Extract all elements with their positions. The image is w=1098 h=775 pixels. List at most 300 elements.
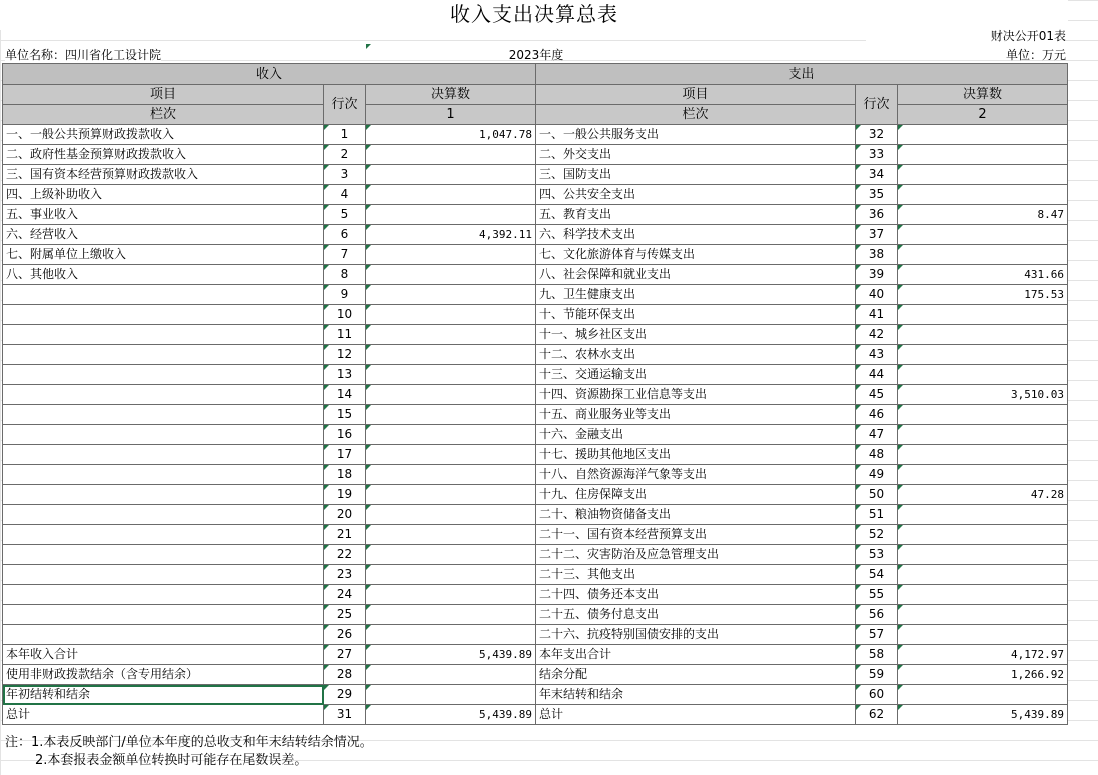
comment-marker <box>366 185 371 190</box>
expense-item-cell[interactable]: 十二、农林水支出 <box>536 345 856 365</box>
comment-marker <box>856 365 861 370</box>
income-item-cell[interactable] <box>3 445 324 465</box>
comment-marker <box>324 165 329 170</box>
expense-line-no-cell[interactable]: 46 <box>856 405 898 425</box>
comment-marker <box>898 545 903 550</box>
income-line-no-cell[interactable]: 22 <box>324 545 366 565</box>
expense-item-cell[interactable]: 二十三、其他支出 <box>536 565 856 585</box>
comment-marker <box>856 685 861 690</box>
expense-item-cell[interactable]: 二十四、债务还本支出 <box>536 585 856 605</box>
income-column-index[interactable]: 1 <box>366 105 536 125</box>
expense-line-no-cell[interactable]: 59 <box>856 665 898 685</box>
income-item-cell[interactable] <box>3 565 324 585</box>
comment-marker <box>366 525 371 530</box>
expense-item-cell[interactable]: 二十一、国有资本经营预算支出 <box>536 525 856 545</box>
income-amount-cell[interactable] <box>366 545 536 565</box>
expense-amount-cell[interactable]: 4,172.97 <box>898 645 1068 665</box>
income-line-no-cell[interactable]: 26 <box>324 625 366 645</box>
income-line-no-cell[interactable]: 1 <box>324 125 366 145</box>
expense-item-cell[interactable]: 总计 <box>536 705 856 725</box>
expense-line-no-cell[interactable]: 42 <box>856 325 898 345</box>
income-line-no-cell[interactable]: 28 <box>324 665 366 685</box>
expense-amount-cell[interactable] <box>898 625 1068 645</box>
income-item-cell[interactable] <box>3 605 324 625</box>
expense-line-no-cell[interactable]: 50 <box>856 485 898 505</box>
expense-item-header[interactable]: 项目 <box>536 85 856 105</box>
income-amount-cell[interactable] <box>366 605 536 625</box>
income-amount-cell[interactable] <box>366 665 536 685</box>
expense-amount-cell[interactable] <box>898 585 1068 605</box>
amount-unit: 单位：万元 <box>1005 48 1066 62</box>
income-amount-cell[interactable] <box>366 385 536 405</box>
report-year: 2023年度 <box>508 48 564 62</box>
expense-amount-cell[interactable] <box>898 605 1068 625</box>
expense-line-no-cell[interactable]: 54 <box>856 565 898 585</box>
income-amount-cell[interactable] <box>366 265 536 285</box>
income-line-no-cell[interactable]: 12 <box>324 345 366 365</box>
comment-marker <box>324 565 329 570</box>
expense-item-cell[interactable]: 十、节能环保支出 <box>536 305 856 325</box>
comment-marker <box>324 345 329 350</box>
income-line-no-header[interactable]: 行次 <box>324 85 366 125</box>
expense-line-no-cell[interactable]: 35 <box>856 185 898 205</box>
expense-line-no-cell[interactable]: 33 <box>856 145 898 165</box>
table-row <box>3 645 1068 665</box>
comment-marker <box>366 285 371 290</box>
comment-marker <box>856 325 861 330</box>
expense-column-index-label[interactable]: 栏次 <box>536 105 856 125</box>
table-row <box>3 245 1068 265</box>
expense-amount-cell[interactable] <box>898 465 1068 485</box>
expense-item-cell[interactable]: 一、一般公共服务支出 <box>536 125 856 145</box>
comment-marker <box>366 145 371 150</box>
comment-marker <box>898 465 903 470</box>
comment-marker <box>324 405 329 410</box>
income-item-cell[interactable] <box>3 305 324 325</box>
comment-marker <box>856 305 861 310</box>
income-item-cell[interactable] <box>3 505 324 525</box>
expense-amount-cell[interactable] <box>898 425 1068 445</box>
comment-marker <box>898 145 903 150</box>
income-amount-cell[interactable] <box>366 585 536 605</box>
expense-item-cell[interactable]: 八、社会保障和就业支出 <box>536 265 856 285</box>
comment-marker <box>898 605 903 610</box>
comment-marker <box>856 605 861 610</box>
comment-marker <box>324 525 329 530</box>
comment-marker <box>366 305 371 310</box>
expense-line-no-cell[interactable]: 40 <box>856 285 898 305</box>
expense-line-no-cell[interactable]: 48 <box>856 445 898 465</box>
table-row <box>3 425 1068 445</box>
income-item-cell[interactable] <box>3 345 324 365</box>
income-section-header[interactable]: 收入 <box>3 64 536 85</box>
income-item-cell[interactable] <box>3 465 324 485</box>
income-item-cell[interactable]: 八、其他收入 <box>3 265 324 285</box>
income-amount-cell[interactable] <box>366 505 536 525</box>
expense-amount-cell[interactable] <box>898 305 1068 325</box>
expense-amount-cell[interactable] <box>898 685 1068 705</box>
income-amount-cell[interactable] <box>366 365 536 385</box>
expense-item-cell[interactable]: 三、国防支出 <box>536 165 856 185</box>
income-item-cell[interactable]: 四、上级补助收入 <box>3 185 324 205</box>
comment-marker <box>856 405 861 410</box>
expense-amount-cell[interactable] <box>898 345 1068 365</box>
income-item-cell[interactable]: 二、政府性基金预算财政拨款收入 <box>3 145 324 165</box>
comment-marker <box>366 44 371 49</box>
comment-marker <box>898 645 903 650</box>
income-item-cell[interactable] <box>3 545 324 565</box>
comment-marker <box>366 405 371 410</box>
expense-item-cell[interactable]: 本年支出合计 <box>536 645 856 665</box>
income-line-no-cell[interactable]: 20 <box>324 505 366 525</box>
expense-amount-cell[interactable]: 431.66 <box>898 265 1068 285</box>
expense-item-cell[interactable]: 二十二、灾害防治及应急管理支出 <box>536 545 856 565</box>
comment-marker <box>898 625 903 630</box>
comment-marker <box>324 585 329 590</box>
income-line-no-cell[interactable]: 15 <box>324 405 366 425</box>
table-row <box>3 625 1068 645</box>
expense-section-header[interactable]: 支出 <box>536 64 1068 85</box>
income-expense-table <box>2 63 1068 725</box>
table-row <box>3 565 1068 585</box>
expense-item-cell[interactable]: 十九、住房保障支出 <box>536 485 856 505</box>
expense-amount-cell[interactable]: 8.47 <box>898 205 1068 225</box>
comment-marker <box>366 505 371 510</box>
expense-column-index[interactable]: 2 <box>898 105 1068 125</box>
expense-item-cell[interactable]: 五、教育支出 <box>536 205 856 225</box>
comment-marker <box>856 125 861 130</box>
expense-amount-cell[interactable] <box>898 525 1068 545</box>
income-item-cell[interactable] <box>3 365 324 385</box>
comment-marker <box>856 285 861 290</box>
income-line-no-cell[interactable]: 16 <box>324 425 366 445</box>
income-item-cell[interactable]: 五、事业收入 <box>3 205 324 225</box>
comment-marker <box>324 265 329 270</box>
expense-amount-cell[interactable]: 175.53 <box>898 285 1068 305</box>
expense-amount-cell[interactable] <box>898 185 1068 205</box>
table-row <box>3 385 1068 405</box>
income-line-no-cell[interactable]: 31 <box>324 705 366 725</box>
income-amount-cell[interactable] <box>366 165 536 185</box>
income-line-no-cell[interactable]: 10 <box>324 305 366 325</box>
table-row <box>3 205 1068 225</box>
expense-item-cell[interactable]: 二十、粮油物资储备支出 <box>536 505 856 525</box>
comment-marker <box>856 525 861 530</box>
income-line-no-cell[interactable]: 13 <box>324 365 366 385</box>
comment-marker <box>898 705 903 710</box>
income-line-no-cell[interactable]: 24 <box>324 585 366 605</box>
income-amount-cell[interactable] <box>366 205 536 225</box>
table-row <box>3 125 1068 145</box>
income-line-no-cell[interactable]: 8 <box>324 265 366 285</box>
income-line-no-cell[interactable]: 17 <box>324 445 366 465</box>
comment-marker <box>366 485 371 490</box>
table-row <box>3 345 1068 365</box>
income-amount-cell[interactable] <box>366 425 536 445</box>
expense-line-no-cell[interactable]: 36 <box>856 205 898 225</box>
comment-marker <box>856 465 861 470</box>
income-amount-header[interactable]: 决算数 <box>366 85 536 105</box>
expense-line-no-cell[interactable]: 62 <box>856 705 898 725</box>
expense-line-no-cell[interactable]: 55 <box>856 585 898 605</box>
expense-line-no-cell[interactable]: 32 <box>856 125 898 145</box>
income-amount-cell[interactable] <box>366 185 536 205</box>
income-line-no-cell[interactable]: 2 <box>324 145 366 165</box>
expense-item-cell[interactable]: 二十五、债务付息支出 <box>536 605 856 625</box>
expense-amount-cell[interactable] <box>898 505 1068 525</box>
report-title: 收入支出决算总表 <box>0 0 1068 30</box>
comment-marker <box>898 445 903 450</box>
comment-marker <box>366 585 371 590</box>
income-amount-cell[interactable] <box>366 345 536 365</box>
expense-line-no-cell[interactable]: 34 <box>856 165 898 185</box>
income-line-no-cell[interactable]: 27 <box>324 645 366 665</box>
expense-item-cell[interactable]: 六、科学技术支出 <box>536 225 856 245</box>
expense-amount-cell[interactable] <box>898 165 1068 185</box>
expense-item-cell[interactable]: 十八、自然资源海洋气象等支出 <box>536 465 856 485</box>
comment-marker <box>898 205 903 210</box>
footnote-1: 注：1.本表反映部门/单位本年度的总收支和年末结转结余情况。 <box>5 735 373 750</box>
expense-item-cell[interactable]: 十四、资源勘探工业信息等支出 <box>536 385 856 405</box>
income-amount-cell[interactable] <box>366 465 536 485</box>
income-line-no-cell[interactable]: 9 <box>324 285 366 305</box>
income-amount-cell[interactable]: 1,047.78 <box>366 125 536 145</box>
expense-amount-cell[interactable]: 1,266.92 <box>898 665 1068 685</box>
expense-amount-cell[interactable] <box>898 445 1068 465</box>
table-row <box>3 165 1068 185</box>
income-amount-cell[interactable] <box>366 445 536 465</box>
expense-item-cell[interactable]: 四、公共安全支出 <box>536 185 856 205</box>
income-amount-cell[interactable] <box>366 625 536 645</box>
comment-marker <box>856 505 861 510</box>
comment-marker <box>366 685 371 690</box>
income-line-no-cell[interactable]: 19 <box>324 485 366 505</box>
expense-item-cell[interactable]: 十五、商业服务业等支出 <box>536 405 856 425</box>
expense-item-cell[interactable]: 十六、金融支出 <box>536 425 856 445</box>
expense-line-no-header[interactable]: 行次 <box>856 85 898 125</box>
table-row <box>3 405 1068 425</box>
comment-marker <box>324 645 329 650</box>
expense-amount-cell[interactable] <box>898 405 1068 425</box>
comment-marker <box>898 345 903 350</box>
income-item-cell[interactable] <box>3 525 324 545</box>
expense-amount-cell[interactable] <box>898 145 1068 165</box>
expense-amount-cell[interactable] <box>898 225 1068 245</box>
income-item-cell[interactable]: 本年收入合计 <box>3 645 324 665</box>
income-amount-cell[interactable] <box>366 145 536 165</box>
expense-amount-cell[interactable] <box>898 245 1068 265</box>
comment-marker <box>366 465 371 470</box>
income-item-header[interactable]: 项目 <box>3 85 324 105</box>
table-row <box>3 145 1068 165</box>
income-line-no-cell[interactable]: 3 <box>324 165 366 185</box>
expense-line-no-cell[interactable]: 49 <box>856 465 898 485</box>
table-row <box>3 445 1068 465</box>
expense-item-cell[interactable]: 九、卫生健康支出 <box>536 285 856 305</box>
table-row <box>3 325 1068 345</box>
income-item-cell[interactable] <box>3 625 324 645</box>
expense-item-cell[interactable]: 七、文化旅游体育与传媒支出 <box>536 245 856 265</box>
comment-marker <box>856 245 861 250</box>
comment-marker <box>856 165 861 170</box>
comment-marker <box>856 585 861 590</box>
comment-marker <box>856 425 861 430</box>
income-item-cell[interactable] <box>3 585 324 605</box>
table-row <box>3 465 1068 485</box>
footnote-2: 2.本套报表金额单位转换时可能存在尾数误差。 <box>35 753 308 768</box>
expense-line-no-cell[interactable]: 52 <box>856 525 898 545</box>
comment-marker <box>366 605 371 610</box>
table-row <box>3 485 1068 505</box>
income-line-no-cell[interactable]: 5 <box>324 205 366 225</box>
comment-marker <box>856 645 861 650</box>
income-line-no-cell[interactable]: 4 <box>324 185 366 205</box>
income-item-cell[interactable] <box>3 285 324 305</box>
comment-marker <box>324 705 329 710</box>
table-row <box>3 285 1068 305</box>
income-line-no-cell[interactable]: 29 <box>324 685 366 705</box>
table-row <box>3 685 1068 705</box>
income-line-no-cell[interactable]: 7 <box>324 245 366 265</box>
table-row <box>3 605 1068 625</box>
table-row <box>3 305 1068 325</box>
income-amount-cell[interactable] <box>366 525 536 545</box>
table-row <box>3 505 1068 525</box>
income-amount-cell[interactable] <box>366 685 536 705</box>
header-row-sections <box>3 64 1068 85</box>
expense-line-no-cell[interactable]: 37 <box>856 225 898 245</box>
income-amount-cell[interactable]: 5,439.89 <box>366 705 536 725</box>
income-item-cell[interactable] <box>3 325 324 345</box>
comment-marker <box>856 565 861 570</box>
income-item-cell[interactable] <box>3 485 324 505</box>
income-amount-cell[interactable]: 5,439.89 <box>366 645 536 665</box>
expense-amount-cell[interactable] <box>898 125 1068 145</box>
comment-marker <box>856 385 861 390</box>
comment-marker <box>856 705 861 710</box>
comment-marker <box>856 205 861 210</box>
comment-marker <box>366 245 371 250</box>
comment-marker <box>324 425 329 430</box>
income-amount-cell[interactable]: 4,392.11 <box>366 225 536 245</box>
expense-line-no-cell[interactable]: 60 <box>856 685 898 705</box>
comment-marker <box>366 125 371 130</box>
expense-line-no-cell[interactable]: 56 <box>856 605 898 625</box>
income-item-cell[interactable]: 使用非财政拨款结余（含专用结余） <box>3 665 324 685</box>
expense-amount-header[interactable]: 决算数 <box>898 85 1068 105</box>
expense-item-cell[interactable]: 十一、城乡社区支出 <box>536 325 856 345</box>
expense-line-no-cell[interactable]: 51 <box>856 505 898 525</box>
income-amount-cell[interactable] <box>366 485 536 505</box>
income-item-cell[interactable]: 六、经营收入 <box>3 225 324 245</box>
expense-item-cell[interactable]: 结余分配 <box>536 665 856 685</box>
comment-marker <box>324 625 329 630</box>
comment-marker <box>898 505 903 510</box>
comment-marker <box>898 425 903 430</box>
income-amount-cell[interactable] <box>366 305 536 325</box>
expense-item-cell[interactable]: 十三、交通运输支出 <box>536 365 856 385</box>
comment-marker <box>898 325 903 330</box>
expense-amount-cell[interactable]: 47.28 <box>898 485 1068 505</box>
expense-amount-cell[interactable] <box>898 325 1068 345</box>
income-item-cell[interactable]: 一、一般公共预算财政拨款收入 <box>3 125 324 145</box>
expense-amount-cell[interactable] <box>898 565 1068 585</box>
expense-line-no-cell[interactable]: 58 <box>856 645 898 665</box>
income-amount-cell[interactable] <box>366 565 536 585</box>
income-column-index-label[interactable]: 栏次 <box>3 105 324 125</box>
comment-marker <box>856 485 861 490</box>
comment-marker <box>898 265 903 270</box>
expense-amount-cell[interactable] <box>898 365 1068 385</box>
expense-amount-cell[interactable] <box>898 545 1068 565</box>
comment-marker <box>324 445 329 450</box>
income-amount-cell[interactable] <box>366 285 536 305</box>
comment-marker <box>366 365 371 370</box>
income-amount-cell[interactable] <box>366 405 536 425</box>
comment-marker <box>366 625 371 630</box>
comment-marker <box>366 265 371 270</box>
comment-marker <box>324 245 329 250</box>
income-line-no-cell[interactable]: 6 <box>324 225 366 245</box>
income-item-cell[interactable]: 总计 <box>3 705 324 725</box>
income-item-cell[interactable]: 七、附属单位上缴收入 <box>3 245 324 265</box>
income-item-cell[interactable] <box>3 425 324 445</box>
income-item-cell[interactable] <box>3 385 324 405</box>
expense-line-no-cell[interactable]: 53 <box>856 545 898 565</box>
comment-marker <box>898 585 903 590</box>
expense-line-no-cell[interactable]: 57 <box>856 625 898 645</box>
comment-marker <box>366 345 371 350</box>
comment-marker <box>856 185 861 190</box>
income-line-no-cell[interactable]: 14 <box>324 385 366 405</box>
expense-line-no-cell[interactable]: 45 <box>856 385 898 405</box>
expense-line-no-cell[interactable]: 38 <box>856 245 898 265</box>
comment-marker <box>324 505 329 510</box>
income-line-no-cell[interactable]: 25 <box>324 605 366 625</box>
comment-marker <box>366 545 371 550</box>
comment-marker <box>898 665 903 670</box>
table-row <box>3 225 1068 245</box>
expense-amount-cell[interactable]: 3,510.03 <box>898 385 1068 405</box>
expense-line-no-cell[interactable]: 39 <box>856 265 898 285</box>
income-line-no-cell[interactable]: 18 <box>324 465 366 485</box>
expense-item-cell[interactable]: 十七、援助其他地区支出 <box>536 445 856 465</box>
comment-marker <box>366 205 371 210</box>
expense-line-no-cell[interactable]: 47 <box>856 425 898 445</box>
income-item-cell[interactable]: 年初结转和结余 <box>3 685 324 705</box>
expense-item-cell[interactable]: 二十六、抗疫特别国债安排的支出 <box>536 625 856 645</box>
expense-line-no-cell[interactable]: 43 <box>856 345 898 365</box>
comment-marker <box>898 165 903 170</box>
income-line-no-cell[interactable]: 11 <box>324 325 366 345</box>
income-line-no-cell[interactable]: 23 <box>324 565 366 585</box>
income-item-cell[interactable] <box>3 405 324 425</box>
income-item-cell[interactable]: 三、国有资本经营预算财政拨款收入 <box>3 165 324 185</box>
expense-amount-cell[interactable]: 5,439.89 <box>898 705 1068 725</box>
income-amount-cell[interactable] <box>366 325 536 345</box>
expense-item-cell[interactable]: 年末结转和结余 <box>536 685 856 705</box>
expense-item-cell[interactable]: 二、外交支出 <box>536 145 856 165</box>
comment-marker <box>366 705 371 710</box>
comment-marker <box>856 665 861 670</box>
income-line-no-cell[interactable]: 21 <box>324 525 366 545</box>
income-amount-cell[interactable] <box>366 245 536 265</box>
comment-marker <box>366 665 371 670</box>
expense-line-no-cell[interactable]: 44 <box>856 365 898 385</box>
comment-marker <box>324 465 329 470</box>
expense-line-no-cell[interactable]: 41 <box>856 305 898 325</box>
comment-marker <box>898 685 903 690</box>
